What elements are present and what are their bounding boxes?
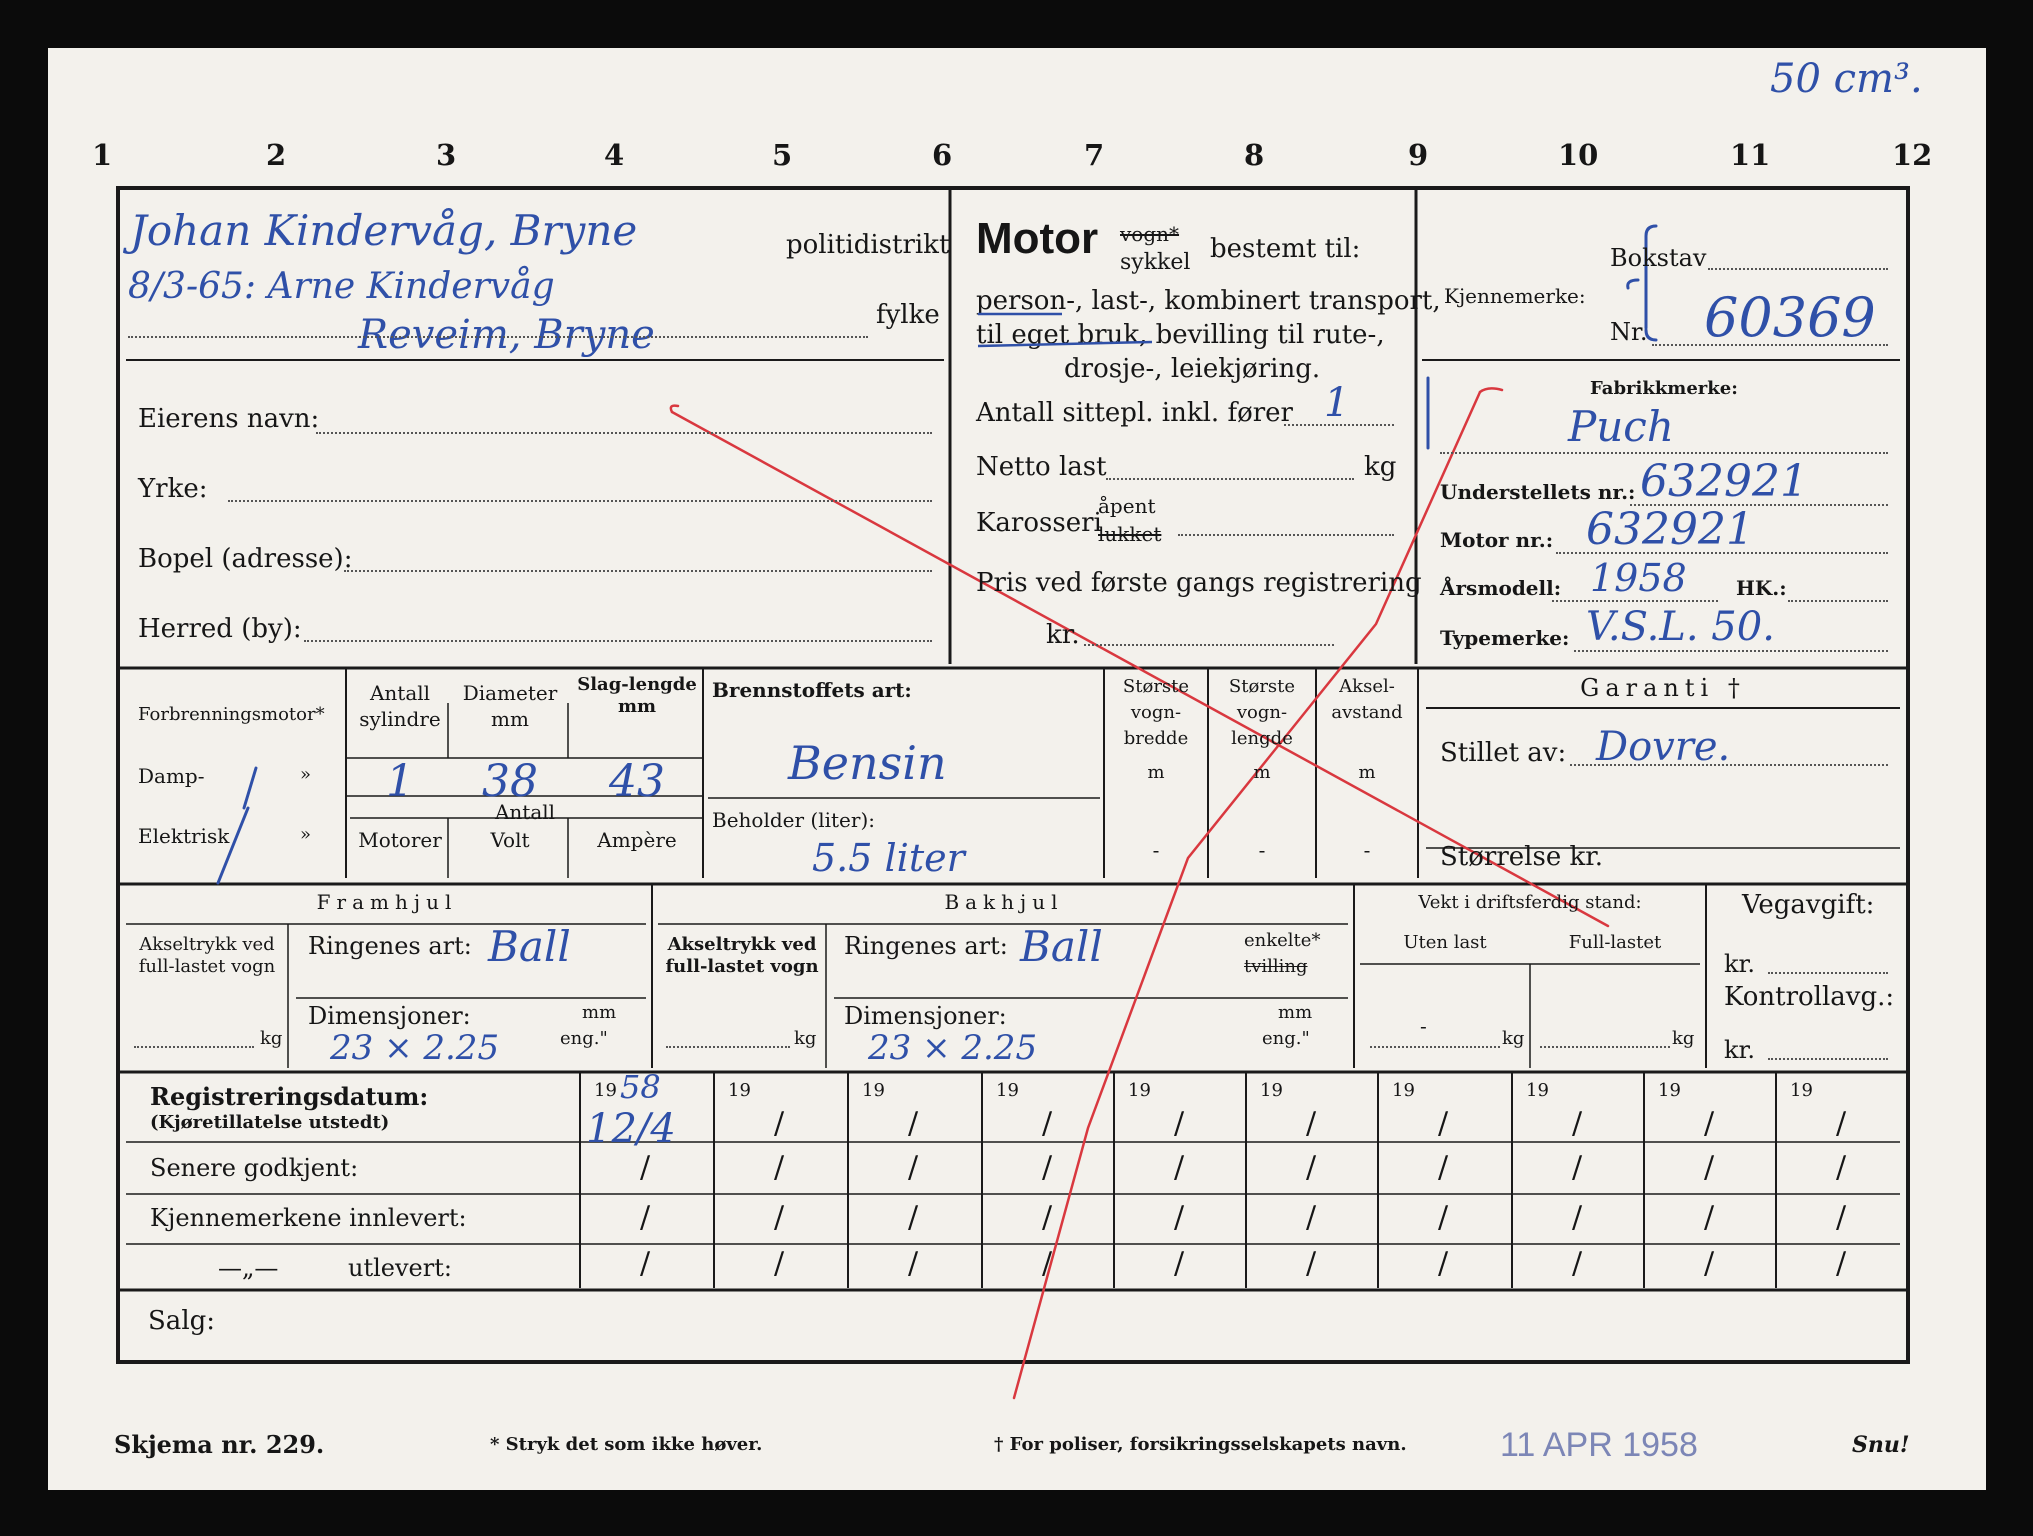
stillet-av-value: Dovre. [1596, 724, 1731, 770]
damp-label: Damp- [138, 764, 205, 788]
salg-label: Salg: [148, 1306, 216, 1336]
registry-slash: / [1042, 1200, 1053, 1235]
yrke-field[interactable] [228, 500, 932, 502]
column-number: 8 [1244, 138, 1265, 172]
front-dimensjoner-label: Dimensjoner: [308, 1002, 471, 1030]
kontrollavg-kr-label: kr. [1724, 1036, 1756, 1064]
senere-godkjent-label: Senere godkjent: [150, 1154, 359, 1182]
bopel-field[interactable] [344, 570, 932, 572]
date-stamp: 11 APR 1958 [1500, 1426, 1698, 1464]
uten-last-kg: kg [1502, 1028, 1525, 1049]
arsmodell-field[interactable] [1552, 600, 1718, 602]
column-number: 3 [436, 138, 457, 172]
storrelse-label: Størrelse kr. [1440, 842, 1604, 872]
typemerke-label: Typemerke: [1440, 626, 1570, 650]
registry-slash: / [774, 1106, 785, 1141]
typemerke-value: V.S.L. 50. [1586, 604, 1775, 650]
fylke-label: fylke [876, 300, 940, 330]
vegavgift-field[interactable] [1768, 972, 1888, 974]
front-mm-label: mm [582, 1002, 617, 1023]
elektrisk-label: Elektrisk [138, 824, 230, 848]
karosseri-field[interactable] [1178, 534, 1394, 536]
rear-dimensjoner-label: Dimensjoner: [844, 1002, 1007, 1030]
motor-nr-value: 632921 [1586, 504, 1754, 555]
hk-label: HK.: [1736, 576, 1787, 600]
registry-slash: / [1572, 1106, 1583, 1141]
registry-slash: / [1572, 1200, 1583, 1235]
karosseri-label: Karosseri [976, 508, 1102, 538]
front-dimensjoner-value: 23 × 2.25 [330, 1028, 500, 1068]
reg-year-prefix: 19 [1392, 1080, 1415, 1101]
pris-kr-label: kr. [1046, 620, 1080, 650]
fabrikkmerke-field[interactable] [1440, 452, 1888, 454]
enkelte-option: enkelte* [1244, 930, 1321, 951]
registry-slash: / [1704, 1246, 1715, 1281]
sykkel-option: sykkel [1120, 250, 1191, 275]
pris-label: Pris ved første gangs registrering [976, 568, 1422, 598]
bopel-label: Bopel (adresse): [138, 544, 353, 574]
uten-last-dash: - [1420, 1014, 1427, 1038]
lengde-dash: - [1258, 838, 1266, 862]
fabrikkmerke-value: Puch [1568, 402, 1674, 451]
eierens-navn-label: Eierens navn: [138, 404, 320, 434]
vegavgift-kr-label: kr. [1724, 950, 1756, 978]
rear-akseltrykk-field[interactable] [666, 1046, 790, 1048]
kontrollavg-field[interactable] [1768, 1058, 1888, 1060]
registry-slash: / [1836, 1106, 1847, 1141]
hk-field[interactable] [1788, 600, 1888, 602]
diameter-value: 38 [482, 756, 538, 807]
registry-slash: / [774, 1246, 785, 1281]
column-number: 12 [1892, 138, 1933, 172]
registry-slash: / [1836, 1200, 1847, 1235]
nr-label: Nr. [1610, 318, 1648, 346]
fylke-dotted-line [128, 336, 868, 338]
motorer-label: Motorer [358, 828, 442, 852]
understellets-value: 632921 [1640, 456, 1808, 507]
registry-slash: / [1306, 1150, 1317, 1185]
rear-akseltrykk-label: Akseltrykk ved full-lastet vogn [665, 934, 819, 977]
bokstav-field[interactable] [1708, 268, 1888, 270]
front-eng-label: eng." [560, 1028, 608, 1049]
typemerke-field[interactable] [1574, 650, 1888, 652]
rear-akseltrykk-kg: kg [794, 1028, 817, 1049]
reg-first-date: 12/4 [586, 1106, 676, 1152]
damp-ditto: » [300, 764, 312, 785]
arsmodell-value: 1958 [1590, 556, 1687, 600]
registry-slash: / [1174, 1106, 1185, 1141]
registry-slash: / [1836, 1246, 1847, 1281]
registry-slash: / [1174, 1246, 1185, 1281]
vogn-option: vogn* [1120, 222, 1180, 246]
akselavstand-label: Aksel-avstand [1331, 676, 1403, 723]
column-number: 4 [604, 138, 625, 172]
beholder-label: Beholder (liter): [712, 808, 875, 832]
rear-eng-label: eng." [1262, 1028, 1310, 1049]
full-lastet-kg: kg [1672, 1028, 1695, 1049]
registration-card [48, 48, 1986, 1490]
motor-nr-field[interactable] [1556, 552, 1888, 554]
registry-slash: / [1042, 1106, 1053, 1141]
vegavgift-label: Vegavgift: [1742, 890, 1875, 920]
reg-year-suffix: 58 [620, 1068, 661, 1106]
antall-sittepl-label: Antall sittepl. inkl. fører [976, 398, 1293, 428]
antall-sittepl-value: 1 [1324, 380, 1350, 426]
bestemt-til-label: bestemt til: [1210, 234, 1361, 264]
herred-label: Herred (by): [138, 614, 302, 644]
fabrikkmerke-label: Fabrikkmerke: [1590, 378, 1738, 399]
registry-slash: / [1704, 1106, 1715, 1141]
reg-year-prefix: 19 [594, 1080, 617, 1101]
purpose-line2: person-, last-, kombinert transport, [976, 286, 1441, 316]
politidistrikt-label: politidistrikt [786, 230, 950, 260]
motor-nr-label: Motor nr.: [1440, 528, 1554, 552]
front-ringenes-value: Ball [488, 922, 571, 971]
reg-year-prefix: 19 [1128, 1080, 1151, 1101]
pris-field[interactable] [1084, 644, 1334, 646]
registry-slash: / [1704, 1200, 1715, 1235]
registry-slash: / [1174, 1150, 1185, 1185]
bakhjul-heading: Bakhjul [944, 890, 1064, 914]
stillet-av-label: Stillet av: [1440, 738, 1567, 768]
slaglengde-value: 43 [609, 756, 665, 807]
slaglengde-label: Slag-lengde mm [577, 674, 697, 717]
full-lastet-label: Full-lastet [1568, 932, 1662, 953]
registry-slash: / [1572, 1150, 1583, 1185]
registry-slash: / [1306, 1106, 1317, 1141]
volt-label: Volt [490, 828, 530, 852]
registry-slash: / [1438, 1106, 1449, 1141]
registry-slash: / [640, 1246, 651, 1281]
rear-mm-label: mm [1278, 1002, 1313, 1023]
registry-slash: / [1438, 1150, 1449, 1185]
registry-slash: / [908, 1246, 919, 1281]
skjema-label: Skjema nr. 229. [114, 1430, 325, 1459]
column-number: 6 [932, 138, 953, 172]
reg-year-prefix: 19 [728, 1080, 751, 1101]
registry-slash: / [1704, 1150, 1715, 1185]
reg-year-prefix: 19 [862, 1080, 885, 1101]
forbrenning-label: Forbrenningsmotor* [138, 704, 325, 725]
owner-handwritten-line2: 8/3-65: Arne Kindervåg [128, 266, 555, 307]
beholder-value: 5.5 liter [812, 836, 965, 880]
registry-slash: / [1572, 1246, 1583, 1281]
registry-slash: / [1042, 1150, 1053, 1185]
sylindre-value: 1 [386, 756, 414, 807]
antall-label: Antall [494, 800, 556, 824]
kontrollavg-label: Kontrollavg.: [1724, 982, 1895, 1012]
column-number: 5 [772, 138, 793, 172]
registry-slash: / [1306, 1200, 1317, 1235]
uten-last-field[interactable] [1370, 1046, 1500, 1048]
registry-slash: / [1042, 1246, 1053, 1281]
reg-year-prefix: 19 [1260, 1080, 1283, 1101]
registry-slash: / [1306, 1246, 1317, 1281]
rear-ringenes-label: Ringenes art: [844, 932, 1008, 960]
column-number: 9 [1408, 138, 1429, 172]
ampere-label: Ampère [597, 828, 677, 852]
nr-value: 60369 [1704, 286, 1876, 349]
front-akseltrykk-field[interactable] [134, 1046, 254, 1048]
framhjul-heading: Framhjul [316, 890, 458, 914]
registry-slash: / [640, 1150, 651, 1185]
akselavstand-unit: m [1358, 762, 1376, 783]
vekt-label: Vekt i driftsferdig stand: [1418, 892, 1642, 913]
column-number: 11 [1730, 138, 1771, 172]
registry-slash: / [1438, 1200, 1449, 1235]
elektrisk-ditto: » [300, 824, 312, 845]
arsmodell-label: Årsmodell: [1440, 576, 1562, 600]
registreringsdatum-label: Registreringsdatum: [150, 1082, 429, 1111]
registry-slash: / [908, 1150, 919, 1185]
registry-slash: / [1836, 1150, 1847, 1185]
rear-dimensjoner-value: 23 × 2.25 [868, 1028, 1038, 1068]
netto-last-label: Netto last [976, 452, 1107, 482]
purpose-line4: drosje-, leiekjøring. [1064, 354, 1321, 384]
purpose-line3: til eget bruk, bevilling til rute-, [976, 320, 1385, 350]
reg-year-prefix: 19 [1526, 1080, 1549, 1101]
column-number: 10 [1558, 138, 1599, 172]
ditto-label: —„— [218, 1254, 279, 1282]
antall-sylindre-label: Antall sylindre [359, 681, 441, 731]
registry-slash: / [774, 1150, 785, 1185]
motor-heading: Motor [976, 214, 1099, 263]
yrke-label: Yrke: [138, 474, 208, 504]
rear-ringenes-value: Ball [1020, 922, 1103, 971]
stryk-note: * Stryk det som ikke høver. [490, 1434, 763, 1455]
snu-label: Snu! [1852, 1432, 1910, 1458]
purpose-underline [976, 310, 1276, 350]
bredde-unit: m [1147, 762, 1165, 783]
kjoretillatelse-label: (Kjøretillatelse utstedt) [150, 1112, 390, 1133]
herred-field[interactable] [304, 640, 932, 642]
front-ringenes-label: Ringenes art: [308, 932, 472, 960]
netto-last-unit: kg [1364, 452, 1397, 482]
tvilling-option: tvilling [1244, 956, 1308, 977]
eierens-navn-field[interactable] [316, 432, 932, 434]
kjennemerkene-innlevert-label: Kjennemerkene innlevert: [150, 1204, 467, 1232]
kjennemerke-label: Kjennemerke: [1444, 284, 1586, 308]
owner-handwritten-line3: Reveim, Bryne [358, 312, 655, 358]
registry-slash: / [1438, 1246, 1449, 1281]
corner-note: 50 cm³. [1770, 56, 1923, 102]
diameter-label: Diameter mm [462, 681, 558, 731]
front-akseltrykk-label: Akseltrykk ved full-lastet vogn [138, 934, 276, 977]
reg-year-prefix: 19 [1658, 1080, 1681, 1101]
front-akseltrykk-kg: kg [260, 1028, 283, 1049]
column-number: 7 [1084, 138, 1105, 172]
understellets-label: Understellets nr.: [1440, 480, 1636, 504]
owner-handwritten-line1: Johan Kindervåg, Bryne [130, 206, 638, 255]
brennstoff-value: Bensin [788, 736, 947, 790]
bredde-dash: - [1152, 838, 1160, 862]
garanti-heading: Garanti † [1580, 674, 1746, 702]
column-number: 2 [266, 138, 287, 172]
registry-slash: / [640, 1200, 651, 1235]
registry-slash: / [774, 1200, 785, 1235]
akselavstand-dash: - [1363, 838, 1371, 862]
storste-lengde-label: Største vogn-lengde [1228, 676, 1296, 749]
registry-slash: / [908, 1200, 919, 1235]
uten-last-label: Uten last [1403, 932, 1487, 953]
registry-slash: / [908, 1106, 919, 1141]
reg-year-prefix: 19 [1790, 1080, 1813, 1101]
lukket-option: lukket [1098, 522, 1162, 546]
storste-bredde-label: Største vogn-bredde [1122, 676, 1190, 749]
brennstoff-label: Brennstoffets art: [712, 678, 912, 702]
utlevert-label: utlevert: [348, 1254, 452, 1282]
reg-year-prefix: 19 [996, 1080, 1019, 1101]
poliser-note: † For poliser, forsikringsselskapets navn. [994, 1434, 1407, 1455]
apent-option: åpent [1098, 494, 1156, 518]
bokstav-label: Bokstav [1610, 244, 1707, 272]
netto-last-field[interactable] [1106, 478, 1354, 480]
lengde-unit: m [1253, 762, 1271, 783]
full-lastet-field[interactable] [1540, 1046, 1670, 1048]
column-number: 1 [92, 138, 113, 172]
registry-slash: / [1174, 1200, 1185, 1235]
